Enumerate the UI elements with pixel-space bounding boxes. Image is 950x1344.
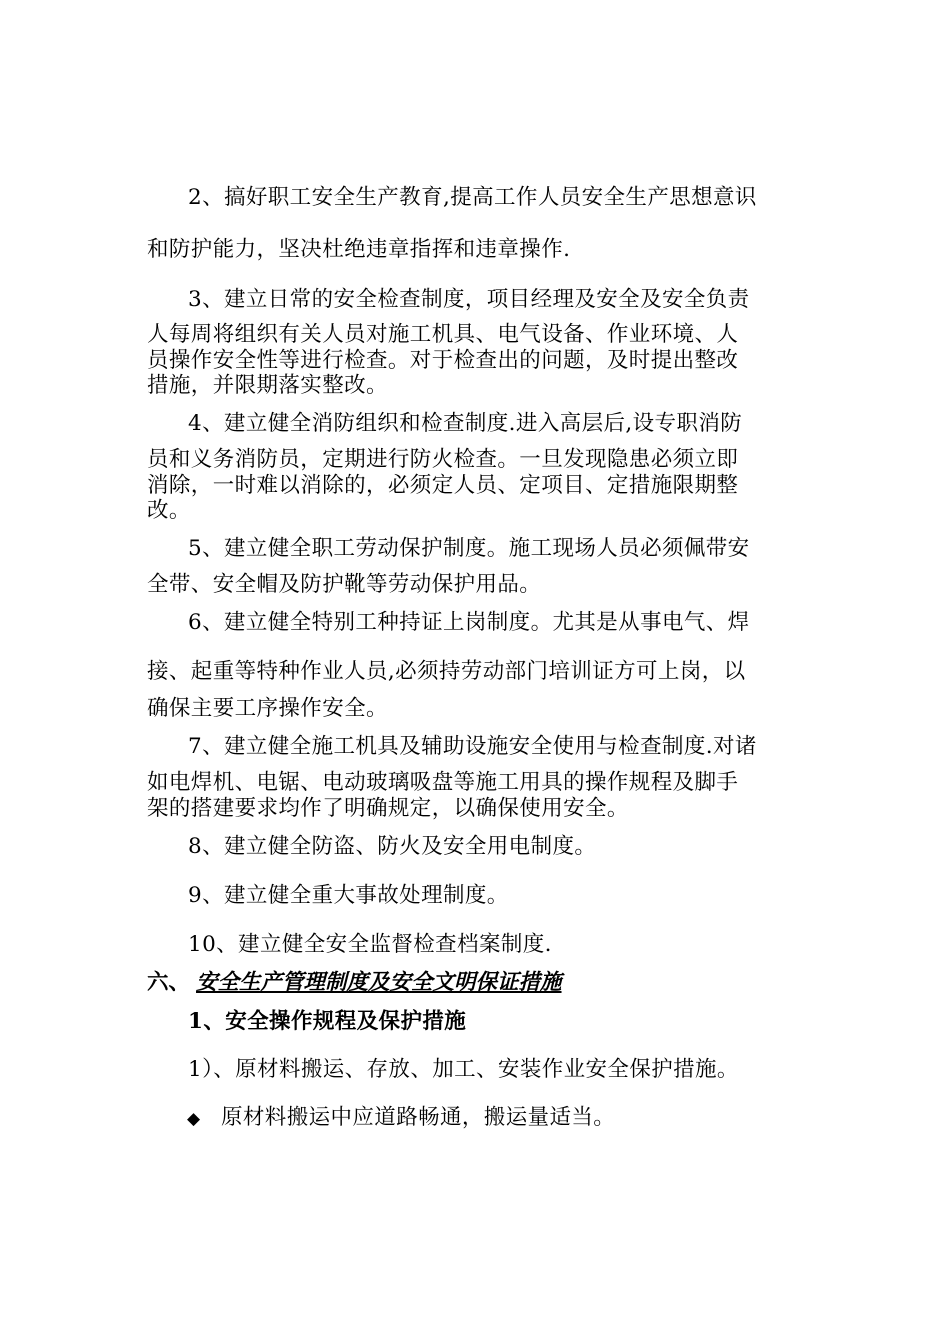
paragraph-4-line-1: 4、建立健全消防组织和检查制度.进入高层后,设专职消防 xyxy=(188,411,743,436)
paragraph-5-line-1: 5、建立健全职工劳动保护制度。施工现场人员必须佩带安 xyxy=(188,536,750,561)
paragraph-8: 8、建立健全防盗、防火及安全用电制度。 xyxy=(188,834,597,859)
diamond-bullet-icon: ◆ xyxy=(187,1109,201,1129)
paragraph-2-line-2: 和防护能力，坚决杜绝违章指挥和违章操作. xyxy=(147,237,571,262)
paragraph-7-line-1: 7、建立健全施工机具及辅助设施安全使用与检查制度.对诸 xyxy=(188,734,757,759)
paragraph-3-line-4: 措施，并限期落实整改。 xyxy=(147,373,388,398)
paragraph-2-line-1: 2、搞好职工安全生产教育,提高工作人员安全生产思想意识 xyxy=(188,185,757,210)
paragraph-4-line-2: 员和义务消防员，定期进行防火检查。一旦发现隐患必须立即 xyxy=(147,447,739,472)
paragraph-3-line-2: 人每周将组织有关人员对施工机具、电气设备、作业环境、人 xyxy=(147,322,739,347)
bullet-item-text: 原材料搬运中应道路畅通，搬运量适当。 xyxy=(221,1105,616,1130)
item-1: 1）、原材料搬运、存放、加工、安装作业安全保护措施。 xyxy=(188,1057,739,1082)
paragraph-7-line-2: 如电焊机、电锯、电动玻璃吸盘等施工用具的操作规程及脚手 xyxy=(147,770,739,795)
section-six-number: 六、 xyxy=(147,970,191,995)
paragraph-6-line-1: 6、建立健全特别工种持证上岗制度。尤其是从事电气、焊 xyxy=(188,610,750,635)
subsection-heading: 1、安全操作规程及保护措施 xyxy=(188,1009,467,1034)
paragraph-6-line-3: 确保主要工序操作安全。 xyxy=(147,696,388,721)
section-six-heading xyxy=(147,971,562,995)
paragraph-7-line-3: 架的搭建要求均作了明确规定，以确保使用安全。 xyxy=(147,796,629,821)
paragraph-4-line-3: 消除，一时难以消除的，必须定人员、定项目、定措施限期整 xyxy=(147,473,739,498)
paragraph-3-line-3: 员操作安全性等进行检查。对于检查出的问题，及时提出整改 xyxy=(147,348,739,373)
paragraph-3-line-1: 3、建立日常的安全检查制度，项目经理及安全及安全负责 xyxy=(188,287,750,312)
paragraph-4-line-4: 改。 xyxy=(147,498,191,523)
paragraph-9: 9、建立健全重大事故处理制度。 xyxy=(188,883,509,908)
paragraph-5-line-2: 全带、安全帽及防护靴等劳动保护用品。 xyxy=(147,572,542,597)
section-six-title: 安全生产管理制度及安全文明保证措施 xyxy=(196,970,562,995)
paragraph-6-line-2: 接、起重等特种作业人员,必须持劳动部门培训证方可上岗，以 xyxy=(147,659,746,684)
paragraph-10: 10、建立健全安全监督检查档案制度. xyxy=(188,932,552,957)
